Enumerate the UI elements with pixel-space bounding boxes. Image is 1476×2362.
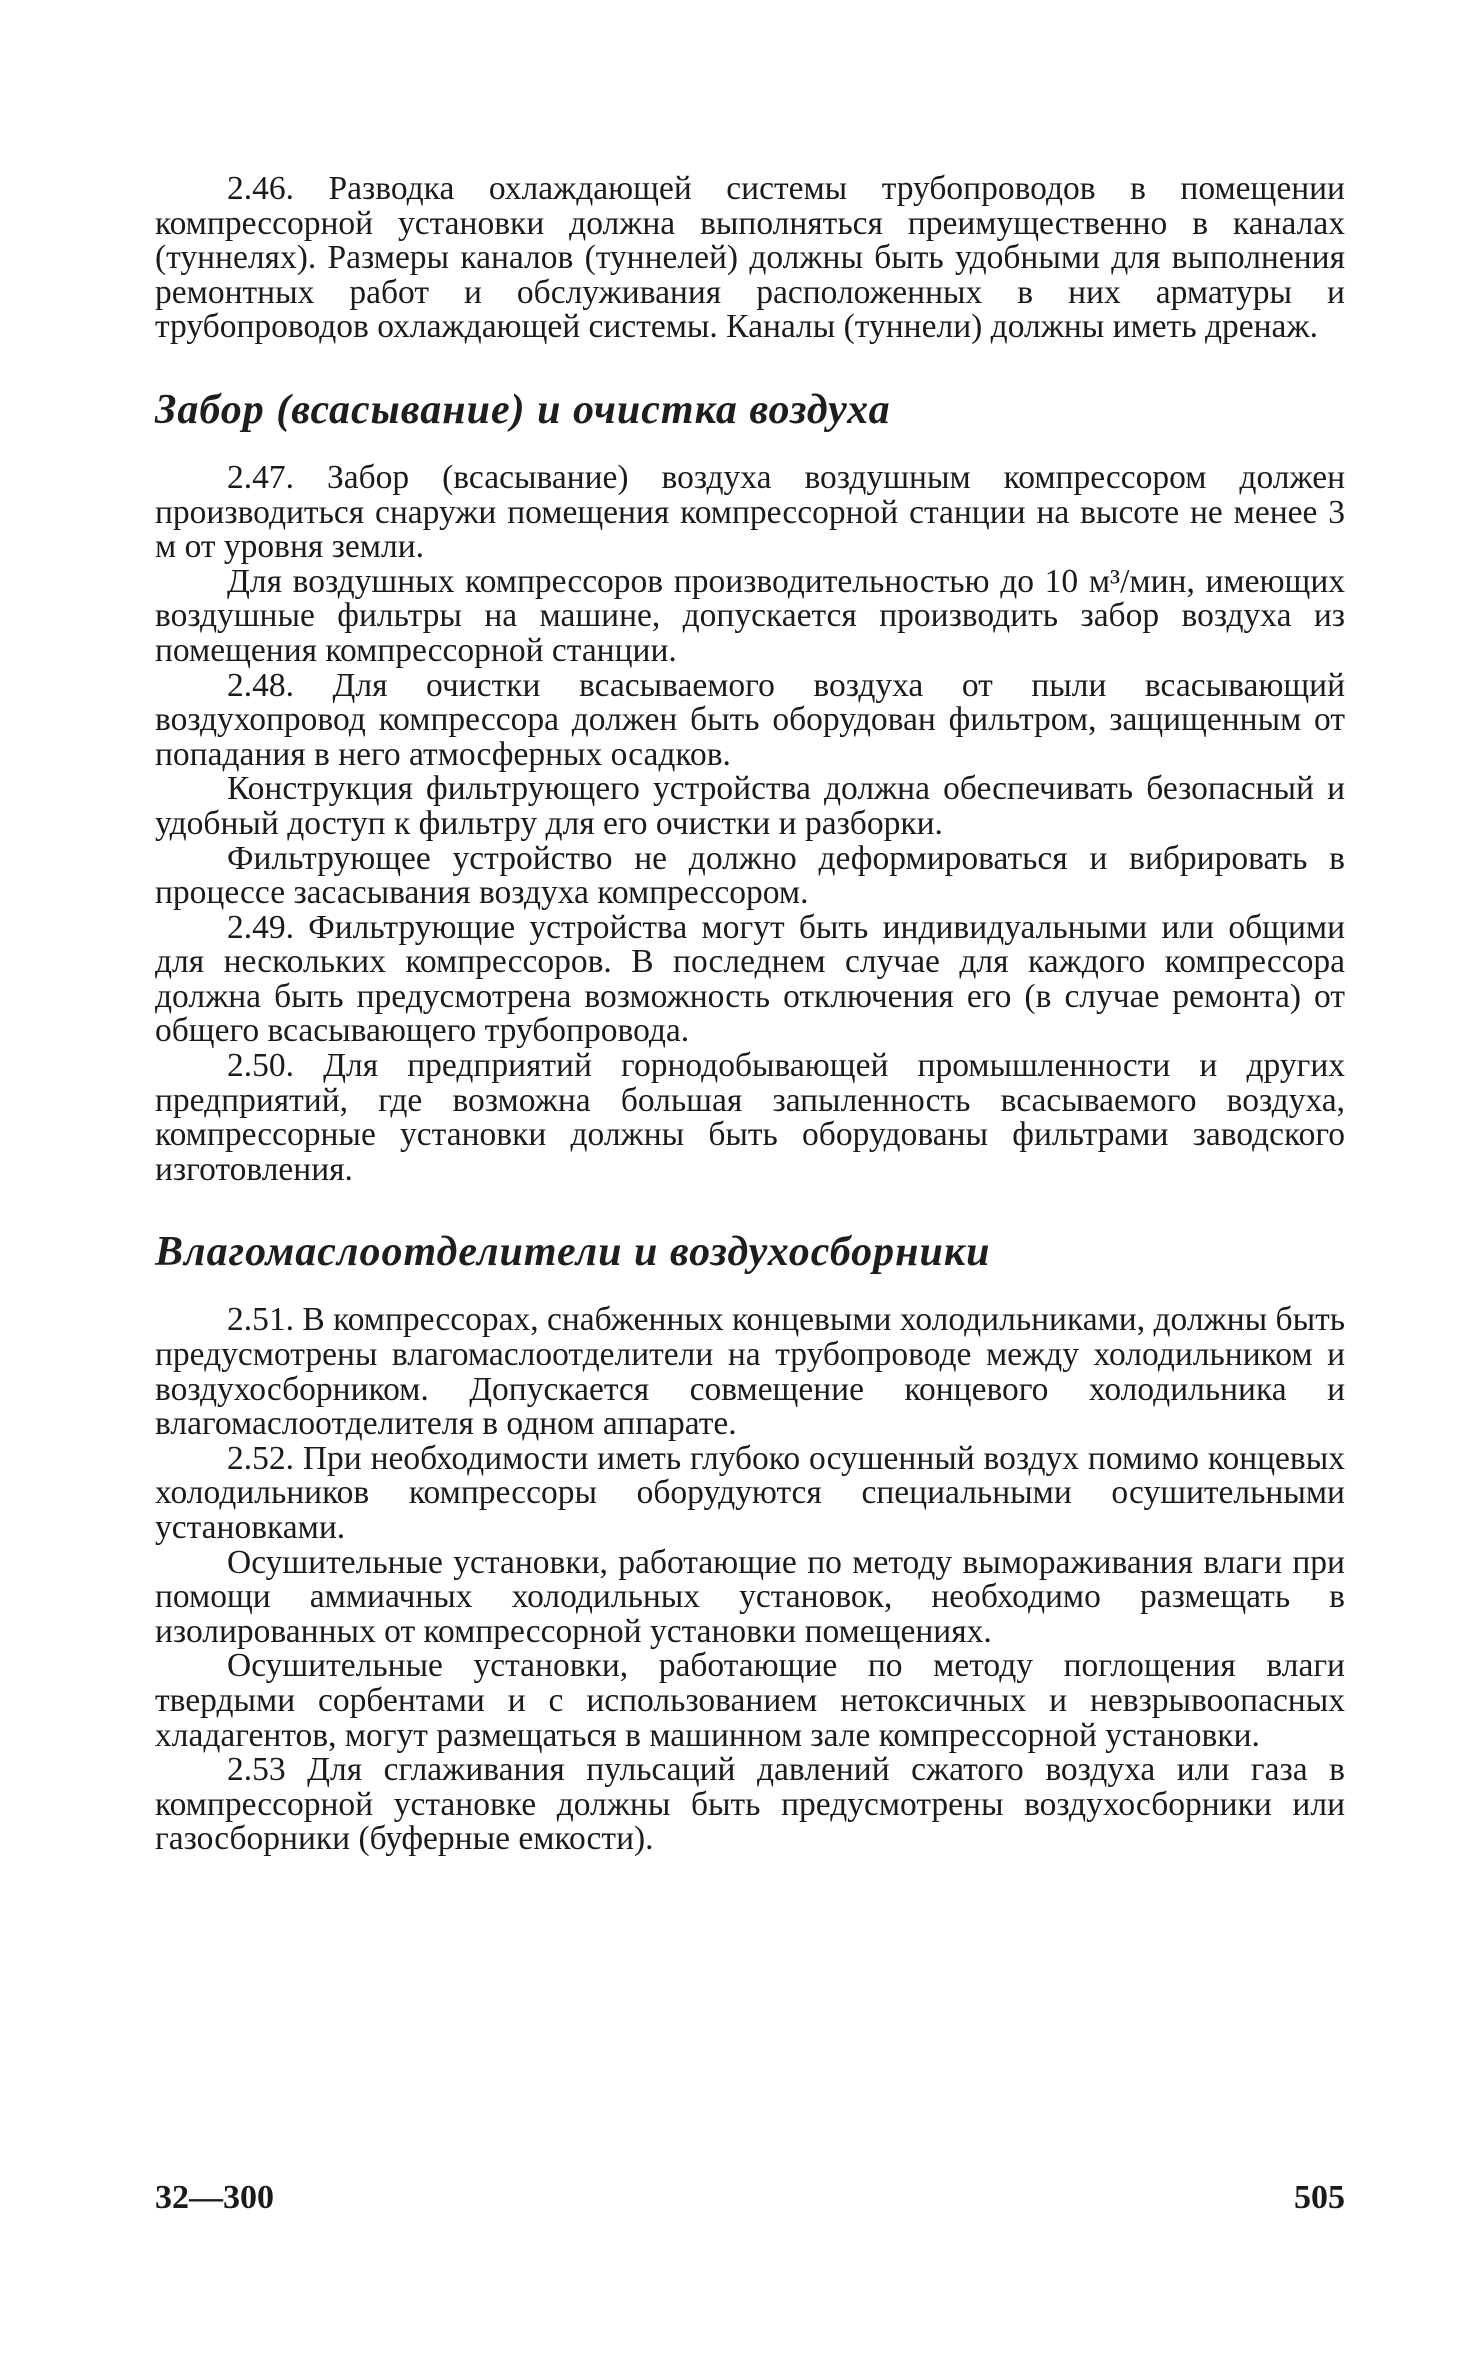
paragraph-2-50: 2.50. Для предприятий горнодобывающей промышленности и других предприятий, где возможна большая запыленность всасываемого воздуха, компрессорные установки должны быть оборудованы фильтрами заводского изготовления. (155, 1047, 1345, 1188)
paragraph-2-51: 2.51. В компрессорах, снабженных концевыми холодильниками, должны быть предусмотрены влагомаслоотделители на трубопроводе между холодильником и воздухосборником. Допускается совмещение концевого холодильника и влагомаслоотделителя в одном аппарате. (155, 1301, 1345, 1443)
paragraph-2-48-construction: Конструкция фильтрующего устройства должна обеспечивать безопасный и удобный доступ к фильтру для его очистки и разборки. (155, 770, 1345, 842)
paragraph-2-47: 2.47. Забор (всасывание) воздуха воздушным компрессором должен производиться снаружи помещения компрессорной станции на высоте не менее 3 м от уровня земли. (155, 458, 1345, 566)
paragraph-2-49: 2.49. Фильтрующие устройства могут быть индивидуальными или общими для нескольких компрессоров. В последнем случае для каждого компрессора должна быть предусмотрена возможность отключения его (в случае ремонта) от общего всасывающего трубопровода. (155, 908, 1345, 1050)
page-content (155, 172, 1345, 1857)
printer-signature: 32—300 (155, 2179, 274, 2216)
paragraph-2-47-cont: Для воздушных компрессоров производительностью до 10 м³/мин, имеющих воздушные фильтры на машине, допускается производить забор воздуха из помещения компрессорной станции. (155, 562, 1345, 669)
paragraph-2-52-freezing: Осушительные установки, работающие по методу вымораживания влаги при помощи аммиачных холодильных установок, необходимо размещать в изолированных от компрессорной установки помещениях. (155, 1543, 1345, 1650)
paragraph-2-46: 2.46. Разводка охлаждающей системы трубопроводов в помещении компрессорной установки должна выполняться преимущественно в каналах (туннелях). Размеры каналов (туннелей) должны быть удобными для выполнения ремонтных работ и обслуживания расположенных в них арматуры и трубопроводов охлаждающей системы. Каналы (туннели) должны иметь дренаж. (155, 170, 1345, 346)
paragraph-2-53: 2.53 Для сглаживания пульсаций давлений сжатого воздуха или газа в компрессорной установке должны быть предусмотрены воздухосборники или газосборники (буферные емкости). (155, 1751, 1345, 1858)
section-title-separators: Влагомаслоотделители и воздухосборники (155, 1229, 991, 1276)
section-title-air-intake: Забор (всасывание) и очистка воздуха (155, 386, 891, 433)
page-footer (155, 2178, 1345, 2218)
page-number: 505 (1294, 2179, 1345, 2216)
paragraph-2-48-deformation: Фильтрующее устройство не должно деформироваться и вибрировать в процессе засасывания воздуха компрессором. (155, 839, 1345, 912)
paragraph-2-52: 2.52. При необходимости иметь глубоко осушенный воздух помимо концевых холодильников компрессоры оборудуются специальными осушительными установками. (155, 1439, 1345, 1546)
paragraph-2-48: 2.48. Для очистки всасываемого воздуха от пыли всасывающий воздухопровод компрессора должен быть оборудован фильтром, защищенным от попадания в него атмосферных осадков. (155, 666, 1345, 773)
paragraph-2-52-sorbents: Осушительные установки, работающие по методу поглощения влаги твердыми сорбентами и с использованием нетоксичных и невзрывоопасных хладагентов, могут размещаться в машинном зале компрессорной установки. (155, 1647, 1345, 1754)
